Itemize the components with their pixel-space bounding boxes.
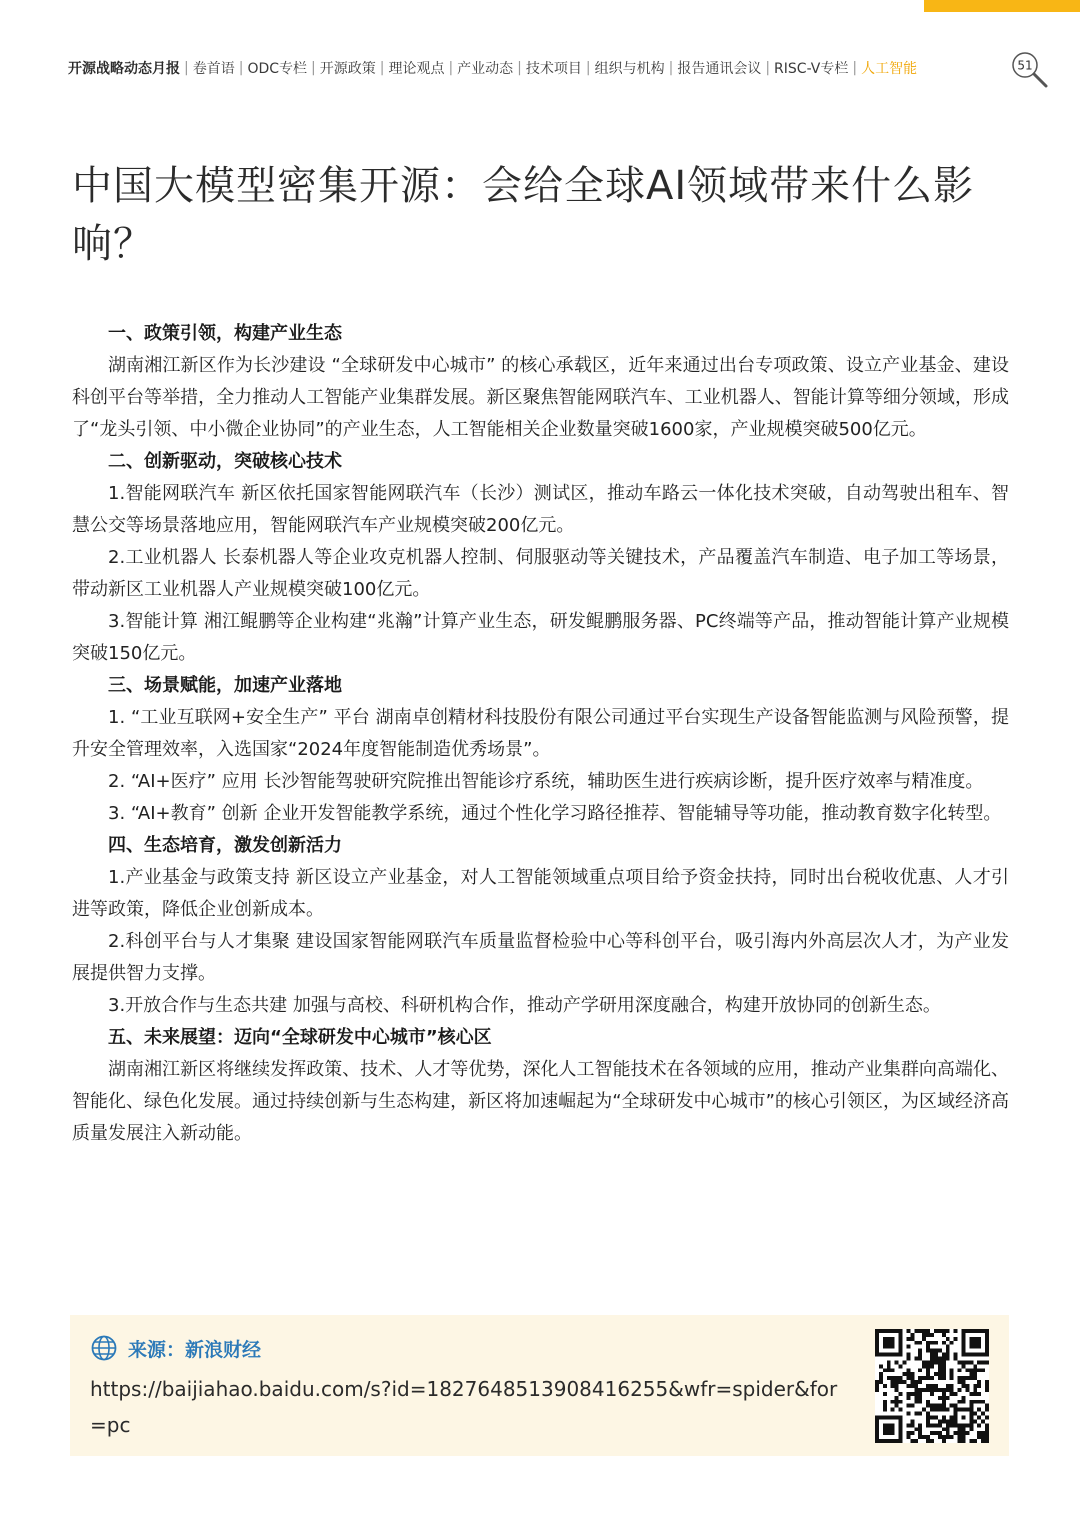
section-heading: 二、创新驱动，突破核心技术 bbox=[108, 451, 342, 472]
nav-separator: | bbox=[517, 60, 522, 76]
section-heading: 三、场景赋能，加速产业落地 bbox=[108, 675, 342, 696]
nav-separator: | bbox=[238, 60, 244, 76]
source-url-link[interactable]: https://baijiahao.baidu.com/s?id=1827648513908416255&wfr=spider&for=pc bbox=[90, 1377, 838, 1437]
article-body bbox=[72, 318, 1009, 1150]
nav-separator: | bbox=[184, 60, 189, 76]
paragraph: 1.产业基金与政策支持 新区设立产业基金，对人工智能领域重点项目给予资金扶持，同时出台税收优惠、人才引进等政策，降低企业创新成本。 bbox=[72, 867, 1009, 920]
nav-separator: | bbox=[311, 60, 316, 76]
nav-separator: | bbox=[852, 60, 858, 76]
paragraph: 3.智能计算 湘江鲲鹏等企业构建“兆瀚”计算产业生态，研发鲲鹏服务器、PC终端等产品，推动智能计算产业规模突破150亿元。 bbox=[72, 611, 1009, 664]
nav-item[interactable]: 技术项目 bbox=[525, 61, 582, 77]
nav-separator: | bbox=[765, 60, 771, 76]
section-heading: 一、政策引领，构建产业生态 bbox=[108, 323, 342, 344]
nav-separator: | bbox=[585, 60, 591, 76]
top-accent-bar bbox=[924, 0, 1080, 12]
nav-separator: | bbox=[379, 60, 385, 76]
paragraph: 3. “AI+教育” 创新 企业开发智能教学系统，通过个性化学习路径推荐、智能辅导等功能，推动教育数字化转型。 bbox=[108, 803, 1002, 824]
article-title: 中国大模型密集开源：会给全球AI领域带来什么影响？ bbox=[72, 163, 975, 267]
nav-item[interactable]: 开源政策 bbox=[319, 61, 376, 77]
section-heading: 四、生态培育，激发创新活力 bbox=[108, 835, 342, 856]
source-heading bbox=[90, 1333, 261, 1363]
qr-code bbox=[875, 1329, 989, 1443]
paragraph: 湖南湘江新区作为长沙建设 “全球研发中心城市” 的核心承载区，近年来通过出台专项政策、设立产业基金、建设科创平台等举措，全力推动人工智能产业集群发展。新区聚焦智能网联汽车、工业机器人、智能计算等细分领域，形成了“龙头引领、中小微企业协同”的产业生态，人工智能相关企业数量突破1600家，产业规模突破500亿元。 bbox=[72, 355, 1009, 440]
nav-separator: | bbox=[448, 60, 454, 76]
nav-separator: | bbox=[668, 60, 674, 76]
source-box bbox=[70, 1315, 1009, 1456]
page-number-magnifier-icon bbox=[1010, 50, 1050, 90]
paragraph: 2.工业机器人 长泰机器人等企业攻克机器人控制、伺服驱动等关键技术，产品覆盖汽车制造、电子加工等场景，带动新区工业机器人产业规模突破100亿元。 bbox=[72, 547, 1009, 600]
nav-item[interactable]: 理论观点 bbox=[388, 61, 445, 77]
nav-item[interactable]: ODC专栏 bbox=[247, 61, 308, 77]
nav-item[interactable]: 组织与机构 bbox=[594, 61, 665, 77]
source-label: 来源：新浪财经 bbox=[128, 1338, 262, 1361]
section-nav bbox=[68, 57, 1008, 79]
publication-title: 开源战略动态月报 bbox=[68, 61, 180, 77]
page-number: 51 bbox=[1017, 58, 1033, 73]
nav-item[interactable]: 产业动态 bbox=[457, 61, 514, 77]
paragraph: 湖南湘江新区将继续发挥政策、技术、人才等优势，深化人工智能技术在各领域的应用，推动产业集群向高端化、智能化、绿色化发展。通过持续创新与生态构建，新区将加速崛起为“全球研发中心城市”的核心引领区，为区域经济高质量发展注入新动能。 bbox=[72, 1059, 1009, 1144]
nav-item[interactable]: 人工智能 bbox=[861, 61, 918, 77]
nav-item[interactable]: 卷首语 bbox=[192, 61, 235, 77]
nav-item[interactable]: RISC-V专栏 bbox=[774, 61, 849, 77]
paragraph: 2.科创平台与人才集聚 建设国家智能网联汽车质量监督检验中心等科创平台，吸引海内外高层次人才，为产业发展提供智力支撑。 bbox=[72, 931, 1009, 984]
paragraph: 2. “AI+医疗” 应用 长沙智能驾驶研究院推出智能诊疗系统，辅助医生进行疾病诊断，提升医疗效率与精准度。 bbox=[108, 771, 984, 792]
paragraph: 1.智能网联汽车 新区依托国家智能网联汽车（长沙）测试区，推动车路云一体化技术突破，自动驾驶出租车、智慧公交等场景落地应用，智能网联汽车产业规模突破200亿元。 bbox=[72, 483, 1009, 536]
paragraph: 1. “工业互联网+安全生产” 平台 湖南卓创精材科技股份有限公司通过平台实现生产设备智能监测与风险预警，提升安全管理效率，入选国家“2024年度智能制造优秀场景”。 bbox=[72, 707, 1009, 760]
paragraph: 3.开放合作与生态共建 加强与高校、科研机构合作，推动产学研用深度融合，构建开放协同的创新生态。 bbox=[108, 995, 941, 1016]
nav-item[interactable]: 报告通讯会议 bbox=[677, 61, 762, 77]
section-heading: 五、未来展望：迈向“全球研发中心城市”核心区 bbox=[108, 1027, 492, 1048]
globe-icon bbox=[90, 1334, 118, 1362]
